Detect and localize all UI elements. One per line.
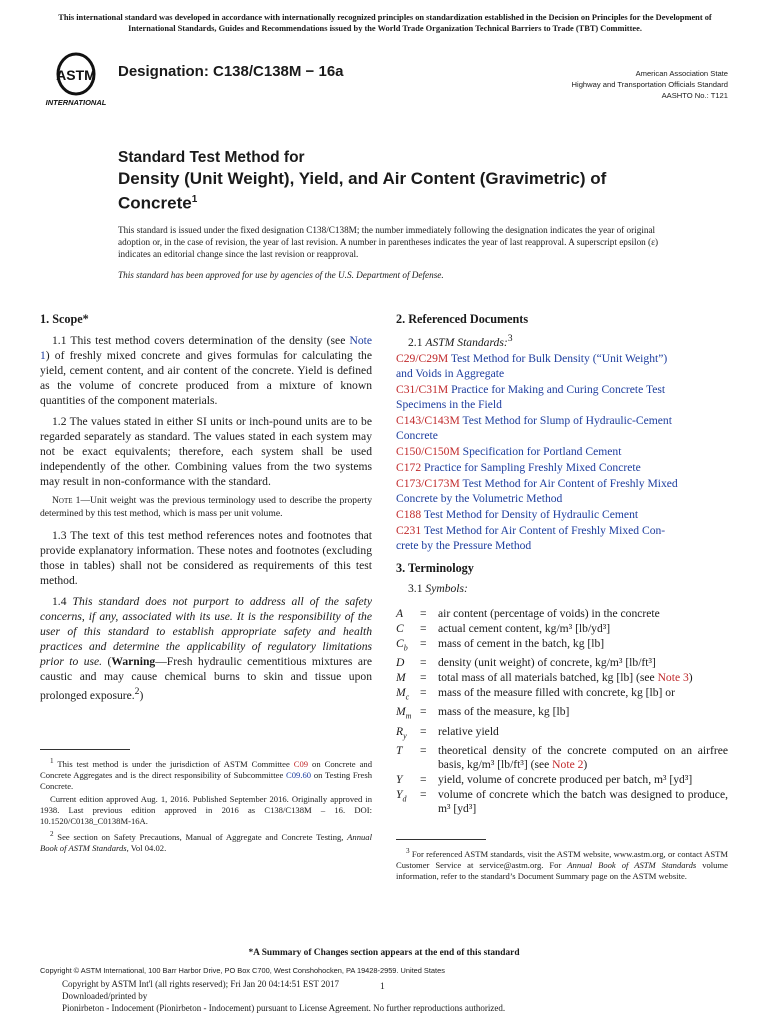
standard-title-link[interactable]: Test Method for Slump of Hydraulic-Cement <box>459 413 672 427</box>
standard-title-cont[interactable]: crete by the Pressure Method <box>396 538 532 552</box>
symbol-row <box>396 744 728 772</box>
standard-title-link[interactable]: Test Method for Density of Hydraulic Cement <box>421 507 639 521</box>
standard-title-cont[interactable]: Concrete by the Volumetric Method <box>396 491 563 505</box>
license-line-1: Copyright by ASTM Int'l (all rights reserved); Fri Jan 20 04:14:51 EST 2017 <box>62 979 339 989</box>
symbol-definition: volume of concrete which the batch was designed to produce, m³ [yd³] <box>438 788 728 816</box>
standard-title-link[interactable]: Practice for Making and Curing Concrete Test <box>448 382 666 396</box>
scope-1-4: 1.4 This standard does not purport to address all of the safety concerns, if any, associated with its use. It is the responsibility of the user of this standard to establish appropriate safety and health practices and determine the applicability of regulatory limitations prior to use. (Warning—Fresh hydraulic cementitious mixtures are caustic and may cause chemical burns to skin and tissue upon prolonged exposure.$^2$) <box>40 595 373 702</box>
referenced-item[interactable] <box>396 460 728 475</box>
symbol: Y <box>396 773 403 787</box>
equals-sign: = <box>420 686 427 700</box>
footnote-1-edition: Current edition approved Aug. 1, 2016. Published September 2016. Originally approved in 1938. Last previous edition approved in 2016 as C138/C138M – 16. DOI: 10.1520/C0138_C0138M-16A. <box>40 793 372 826</box>
aashto-block <box>572 68 728 101</box>
footnote-2-ref[interactable]: 2 <box>134 686 140 697</box>
symbol: $R_y$ <box>396 724 407 741</box>
symbol-definition: yield, volume of concrete produced per batch, m³ [yd³] <box>438 773 693 787</box>
note-1: Note 1—Unit weight was the previous terminology used to describe the property determined by this test method, which is mass per unit volume. <box>40 495 372 519</box>
symbol-row <box>396 788 728 816</box>
symbol: $C_b$ <box>396 636 408 653</box>
footnote-rule-right <box>396 839 486 840</box>
standard-title-link[interactable]: Test Method for Bulk Density (“Unit Weight”) <box>448 351 668 365</box>
footnote-1: $^1$ This test method is under the jurisdiction of ASTM Committee C09 on Concrete and Concrete Aggregates and is the direct responsibility of Subcommittee C09.60 on Testing Fresh Concrete. <box>40 756 372 791</box>
equals-sign: = <box>420 671 427 685</box>
copyright-line: Copyright © ASTM International, 100 Barr Harbor Drive, PO Box C700, West Conshohocken, PA 19428-2959. United States <box>40 966 445 975</box>
standard-code-link[interactable]: C31/C31M <box>396 382 449 396</box>
note-1-link[interactable]: Note 1 <box>40 334 372 362</box>
dod-approval: This standard has been approved for use by agencies of the U.S. Department of Defense. <box>118 270 444 280</box>
equals-sign: = <box>420 656 427 670</box>
logo-caption: INTERNATIONAL <box>45 98 107 107</box>
footnote-rule-left <box>40 749 130 750</box>
standard-code-link[interactable]: C188 <box>396 507 422 521</box>
license-line-3: Pionirbeton - Indocement (Pionirbeton - Indocement) pursuant to License Agreement. No further reproductions authorized. <box>62 1003 506 1013</box>
note-link[interactable]: Note 3 <box>657 671 689 685</box>
left-column <box>40 312 372 856</box>
equals-sign: = <box>420 788 427 802</box>
top-notice: This international standard was developed in accordance with internationally recognized principles on standardization established in the Decision on Principles for the Development of International Standards, Guides and Recommendations issued by the World Trade Organization Technical Barriers to Trade (TBT) Committee. <box>58 13 712 33</box>
referenced-item[interactable] <box>396 444 728 459</box>
symbol-definition: mass of the measure, kg [lb] <box>438 705 570 719</box>
equals-sign: = <box>420 773 427 787</box>
scope-1-2: 1.2 The values stated in either SI units or inch-pound units are to be regarded separately as standard. The values stated in each system may not be exact equivalents; therefore, each system shall be used independently of the other. Combining values from the two systems may result in non-conformance with the standard. <box>40 415 372 488</box>
standard-code-link[interactable]: C29/C29M <box>396 351 449 365</box>
standard-title-link[interactable]: Specification for Portland Cement <box>459 444 622 458</box>
aashto-line-1: American Association State <box>635 69 728 78</box>
equals-sign: = <box>420 705 427 719</box>
standard-code-link[interactable]: C173/C173M <box>396 476 460 490</box>
symbol: T <box>396 744 403 758</box>
symbols-label: 3.1 Symbols: <box>408 581 468 595</box>
scope-heading: 1. Scope* <box>40 312 89 326</box>
equals-sign: = <box>420 724 427 738</box>
aashto-line-2: Highway and Transportation Officials Standard <box>571 80 728 89</box>
scope-1-3: 1.3 The text of this test method references notes and footnotes that provide explanatory information. These notes and footnotes (excluding those in tables) shall not be considered as requirements of this test method. <box>40 529 372 587</box>
c09-link[interactable]: C09 <box>293 758 309 769</box>
symbol: D <box>396 656 405 670</box>
symbol-definition: theoretical density of the concrete computed on an airfree basis, kg/m³ [lb/ft³] (see Note 2) <box>438 744 728 772</box>
symbol-definition: mass of cement in the batch, kg [lb] <box>438 636 605 650</box>
symbol-row <box>396 725 728 743</box>
referenced-item[interactable] <box>396 523 728 553</box>
standard-title-cont[interactable]: and Voids in Aggregate <box>396 366 505 380</box>
referenced-heading: 2. Referenced Documents <box>396 312 529 326</box>
title-footnote-ref[interactable]: 1 <box>191 194 198 205</box>
symbol-row <box>396 705 728 723</box>
equals-sign: = <box>420 744 427 758</box>
equals-sign: = <box>420 636 427 650</box>
symbol: A <box>396 606 404 620</box>
footnote-3: $^3$ For referenced ASTM standards, visit the ASTM website, www.astm.org, or contact ASTM Customer Service at service@astm.org. For Annual Book of ASTM Standards volume information, refer to the standard’s Document Summary page on the ASTM website. <box>396 847 728 881</box>
symbol: $M_c$ <box>396 686 410 702</box>
document-title <box>118 168 678 214</box>
standard-code-link[interactable]: C172 <box>396 460 422 474</box>
equals-sign: = <box>420 606 427 620</box>
symbol-row <box>396 607 728 621</box>
symbol: $M_m$ <box>396 705 412 721</box>
symbol-definition: air content (percentage of voids) in the concrete <box>438 606 660 620</box>
symbol-definition: actual cement content, kg/m³ [lb/yd³] <box>438 621 611 635</box>
astm-logo <box>40 52 112 108</box>
note-link[interactable]: Note 2 <box>552 758 584 772</box>
terminology-heading: 3. Terminology <box>396 560 474 575</box>
referenced-item[interactable] <box>396 476 728 506</box>
symbol-definition: total mass of all materials batched, kg [lb] (see Note 3) <box>438 671 693 685</box>
standard-title-cont[interactable]: Concrete <box>396 428 438 442</box>
equals-sign: = <box>420 621 427 635</box>
scope-1-1: 1.1 This test method covers determination of the density (see Note 1) of freshly mixed concrete and gives formulas for calculating the yield, cement content, and air content of the concrete. Yield is defined as the volume of concrete produced from a mixture of known quantities of the component materials. <box>40 334 372 407</box>
symbol: C <box>396 621 404 635</box>
symbol-row <box>396 671 728 685</box>
symbol-definition: relative yield <box>438 724 499 738</box>
symbol-row <box>396 622 728 636</box>
symbol-row <box>396 637 728 655</box>
symbol-row <box>396 773 728 787</box>
astm-standards-label: 2.1 ASTM Standards:$^3$ <box>408 333 513 349</box>
page-number: 1 <box>380 982 385 992</box>
astm-logo-icon <box>40 52 112 108</box>
c09-60-link[interactable]: C09.60 <box>286 769 312 780</box>
summary-of-changes-note: *A Summary of Changes section appears at the end of this standard <box>248 948 520 958</box>
aashto-line-3: AASHTO No.: T121 <box>661 91 728 100</box>
referenced-item[interactable] <box>396 351 728 381</box>
referenced-list <box>396 351 728 553</box>
symbol-definition: density (unit weight) of concrete, kg/m³ [lb/ft³] <box>438 656 656 670</box>
license-notice <box>62 978 505 1014</box>
standard-code-link[interactable]: C150/C150M <box>396 444 460 458</box>
symbol-row <box>396 656 728 670</box>
symbol: $Y_d$ <box>396 788 407 804</box>
issue-statement: This standard is issued under the fixed designation C138/C138M; the number immediately following the designation indicates the year of original adoption or, in the case of revision, the year of last revision. A number in parentheses indicates the year of last reapproval. A superscript epsilon (ε) indicates an editorial change since the last revision or reapproval. <box>118 225 659 259</box>
standard-code-link[interactable]: C143/C143M <box>396 413 460 427</box>
standard-title-link[interactable]: Practice for Sampling Freshly Mixed Concrete <box>421 460 641 474</box>
standard-code-link[interactable]: C231 <box>396 523 422 537</box>
standard-title-cont[interactable]: Specimens in the Field <box>396 397 502 411</box>
logo-letters: ASTM <box>56 67 96 83</box>
title-line-2: Density (Unit Weight), Yield, and Air Content (Gravimetric) of Concrete <box>118 169 607 213</box>
title-line-1: Standard Test Method for <box>118 149 305 166</box>
referenced-item[interactable] <box>396 507 728 522</box>
footnote-2: $^2$ See section on Safety Precautions, Manual of Aggregate and Concrete Testing, Annual Book of ASTM Standards, Vol 04.02. <box>40 829 372 853</box>
symbols-list <box>396 607 728 816</box>
symbol: M <box>396 671 406 685</box>
right-column <box>396 312 728 884</box>
referenced-item[interactable] <box>396 413 728 443</box>
standard-title-link[interactable]: Test Method for Air Content of Freshly Mixed <box>459 476 678 490</box>
designation: Designation: C138/C138M − 16a <box>118 63 344 80</box>
referenced-item[interactable] <box>396 382 728 412</box>
symbol-row <box>396 686 728 704</box>
license-line-2: Downloaded/printed by <box>62 991 148 1001</box>
symbol-definition: mass of the measure filled with concrete, kg [lb] or <box>438 686 675 700</box>
standard-title-link[interactable]: Test Method for Air Content of Freshly Mixed Con- <box>421 523 666 537</box>
